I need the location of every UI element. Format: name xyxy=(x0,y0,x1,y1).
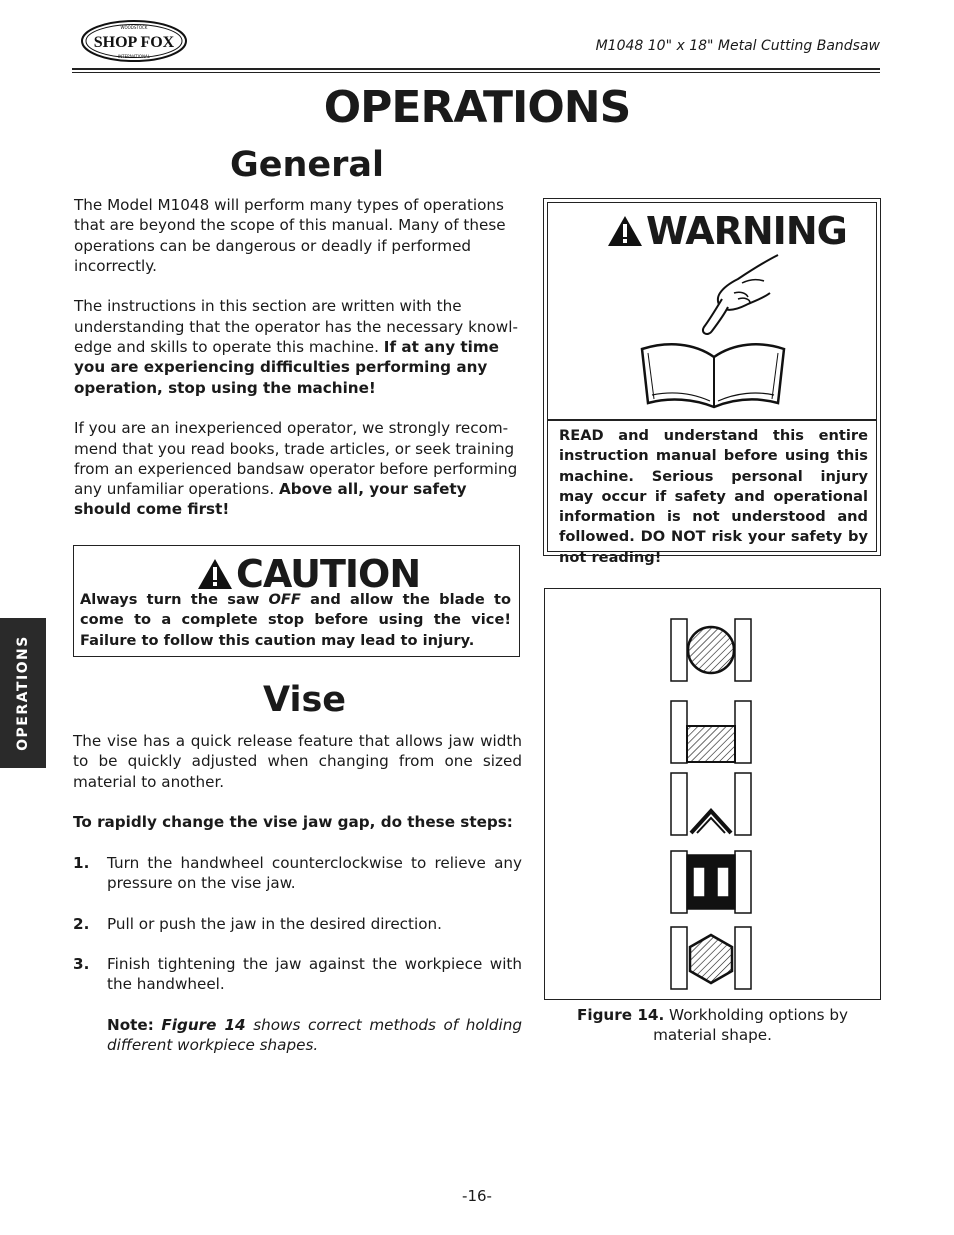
side-tab-label: OPERATIONS xyxy=(15,635,31,751)
caution-label: CAUTION xyxy=(236,552,421,596)
round-stock-icon xyxy=(671,619,751,681)
vise-intro: The vise has a quick release feature that allows jaw width to be quickly adjusted when changing from one sized material to another. xyxy=(73,732,522,791)
warning-box xyxy=(543,198,881,566)
caution-triangle-icon xyxy=(196,557,234,591)
hex-stock-icon xyxy=(671,927,751,989)
warning-header xyxy=(606,208,847,254)
side-tab xyxy=(0,618,46,768)
general-paragraph-1: The Model M1048 will perform many types of operations that are beyond the scope of this manual. Many of these operations can be dangerous or deadly if performed incorrectly. xyxy=(74,196,506,275)
figure-caption: Figure 14. Workholding options by material shape. xyxy=(576,1006,849,1045)
svg-text:WOODSTOCK: WOODSTOCK xyxy=(120,25,148,30)
figure-14-box xyxy=(544,588,881,1000)
step-text: Turn the handwheel counterclockwise to relieve any pressure on the vise jaw. xyxy=(107,854,522,893)
document-title: M1048 10" x 18" Metal Cutting Bandsaw xyxy=(595,38,880,54)
figure-reference[interactable]: Figure 14 xyxy=(161,1016,246,1034)
step-3 xyxy=(73,954,522,995)
step-number: 2. xyxy=(73,915,90,933)
figure-label: Figure 14. xyxy=(576,1006,665,1024)
general-body xyxy=(74,195,522,540)
read-manual-icon xyxy=(638,253,788,413)
step-text: Finish tightening the jaw against the workpiece with the handwheel. xyxy=(107,955,522,994)
header-rule xyxy=(72,68,880,70)
header-rule-thin xyxy=(72,72,880,73)
svg-text:INTERNATIONAL: INTERNATIONAL xyxy=(117,54,151,59)
warning-text: READ and understand this entire instruction manual before using this machine. Serious personal injury may occur if safety and operational information is not understood and followed. DO NOT risk your safety by not reading! xyxy=(559,427,868,566)
section-title: OPERATIONS xyxy=(323,82,631,133)
i-beam-stock-icon xyxy=(671,851,751,913)
step-number: 1. xyxy=(73,854,90,872)
vise-note: Note: Figure 14 shows correct methods of holding different workpiece shapes. xyxy=(107,1016,522,1055)
step-text: Pull or push the jaw in the desired direction. xyxy=(107,915,442,933)
general-heading: General xyxy=(230,145,384,185)
svg-text:SHOP FOX: SHOP FOX xyxy=(93,34,175,51)
warning-label: WARNING xyxy=(646,209,847,253)
warning-triangle-icon xyxy=(606,214,644,248)
general-paragraph-3: If you are an inexperienced operator, we strongly recommend that you read books, trade articles, or seek training from an experienced bandsaw operator before performing any unfamiliar operations. Above all, your safety should come first! xyxy=(74,419,518,519)
step-number: 3. xyxy=(73,955,90,973)
vise-heading: Vise xyxy=(263,680,347,720)
page-number: -16- xyxy=(462,1187,492,1205)
angle-stock-icon xyxy=(671,773,751,835)
shop-fox-logo xyxy=(80,18,188,64)
step-1 xyxy=(73,853,522,894)
square-stock-icon xyxy=(671,701,751,763)
vise-steps-lead: To rapidly change the vise jaw gap, do these steps: xyxy=(73,813,513,831)
general-paragraph-2: The instructions in this section are written with the understanding that the operator has the necessary knowledge and skills to operate this machine. If at any time you are experiencing difficulties performing any operation, stop using the machine! xyxy=(74,297,518,397)
caution-text: Always turn the saw OFF and allow the blade to come to a complete stop before using the vice! Failure to follow this caution may lead to injury. xyxy=(80,591,511,649)
caution-box xyxy=(73,545,520,657)
workholding-diagram xyxy=(545,589,879,998)
step-2 xyxy=(73,914,522,934)
caution-header xyxy=(196,554,420,594)
note-label: Note: xyxy=(107,1016,154,1034)
warning-divider xyxy=(548,419,876,421)
